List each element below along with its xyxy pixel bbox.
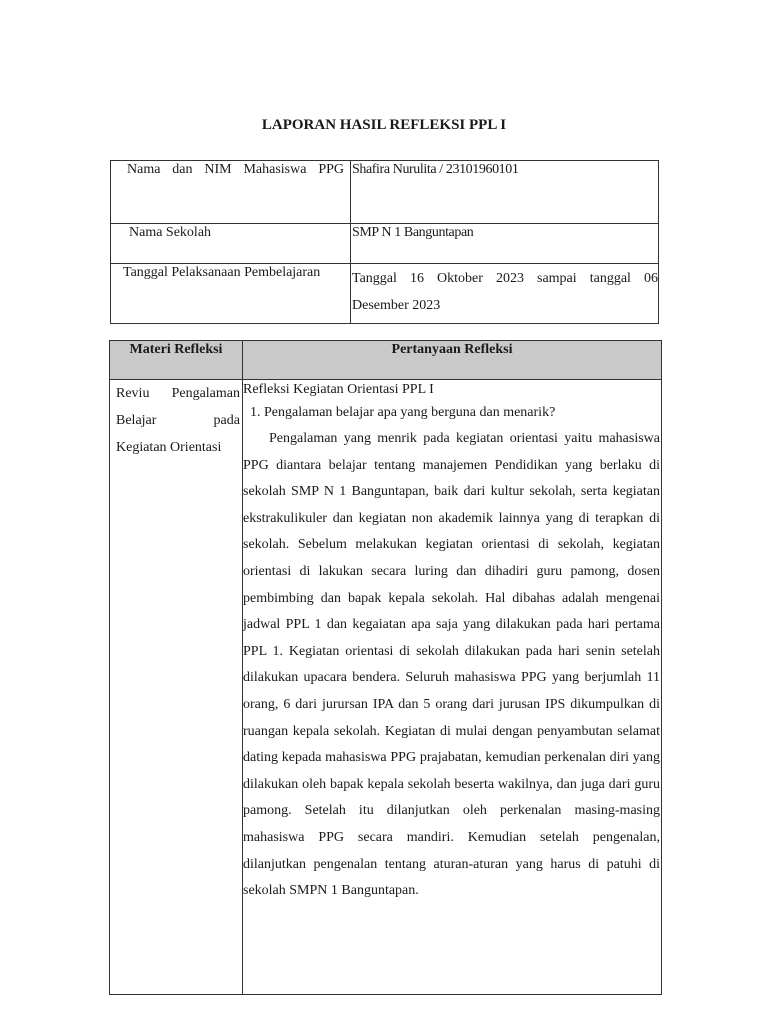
student-name-nim-value: Shafira Nurulita / 23101960101 [351, 161, 659, 224]
implementation-date-value [351, 264, 659, 324]
materi-cell [110, 380, 243, 995]
pertanyaan-header: Pertanyaan Refleksi [243, 341, 662, 380]
implementation-date-line-2: Desember 2023 [352, 298, 441, 313]
identity-row-student [111, 161, 659, 224]
materi-line-3: Kegiatan Orientasi [116, 440, 222, 455]
page-title: LAPORAN HASIL REFLEKSI PPL I [261, 117, 507, 133]
materi-line-1: Reviu Pengalaman [116, 386, 240, 401]
materi-header: Materi Refleksi [110, 341, 243, 380]
materi-text [110, 380, 242, 461]
identity-table [110, 160, 659, 324]
identity-row-school [111, 224, 659, 264]
materi-line-2: Belajar pada [116, 413, 240, 428]
answer-paragraph: Pengalaman yang menrik pada kegiatan orientasi yaitu mahasiswa PPG diantara belajar tentang manajemen Pendidikan yang berlaku di sekolah SMP N 1 Banguntapan, baik dari kultur sekolah, serta kegiatan ekstrakulikuler dan kegiatan non akademik lainnya yang di terapkan di sekolah. Sebelum melakukan kegiatan orientasi di sekolah, kegiatan orientasi di lakukan secara luring dan dihadiri guru pamong, dosen pembimbing dan bapak kepala sekolah. Hal dibahas adalah mengenai jadwal PPL 1 dan kegaiatan apa saja yang dilakukan pada hari pertama PPL 1. Kegiatan orientasi di sekolah dilakukan pada hari senin setelah dilakukan upacara bendera. Seluruh mahasiswa PPG yang berjumlah 11 orang, 6 dari jurursan IPA dan 5 orang dari jurusan IPS dikumpulkan di ruangan kepala sekolah. Kegiatan di mulai dengan penyambutan selamat dating kepada mahasiswa PPG prajabatan, kemudian perkenalan diri yang dilakukan oleh bapak kepala sekolah beserta wakilnya, dan juga dari guru pamong. Setelah itu dilanjutkan oleh perkenalan masing-masing mahasiswa PPG secara mandiri. Kemudian setelah pengenalan, dilanjutkan pengenalan tentang aturan-aturan yang harus di patuhi di sekolah SMPN 1 Banguntapan. [243, 431, 660, 899]
implementation-date-line-1: Tanggal 16 Oktober 2023 sampai tanggal 06 [352, 271, 658, 286]
student-name-nim-label: Nama dan NIM Mahasiswa PPG [111, 161, 351, 224]
question-item: 1. Pengalaman belajar apa yang berguna dan menarik? [250, 405, 556, 420]
question-block [243, 380, 661, 905]
school-name-label: Nama Sekolah [111, 224, 351, 264]
implementation-date-label: Tanggal Pelaksanaan Pembelajaran [111, 264, 351, 324]
pertanyaan-cell [243, 380, 662, 995]
section-heading: Refleksi Kegiatan Orientasi PPL I [243, 382, 434, 397]
reflection-body-row [110, 380, 662, 995]
school-name-value: SMP N 1 Banguntapan [351, 224, 659, 264]
identity-row-date [111, 264, 659, 324]
reflection-header-row [110, 341, 662, 380]
reflection-table [109, 340, 662, 995]
